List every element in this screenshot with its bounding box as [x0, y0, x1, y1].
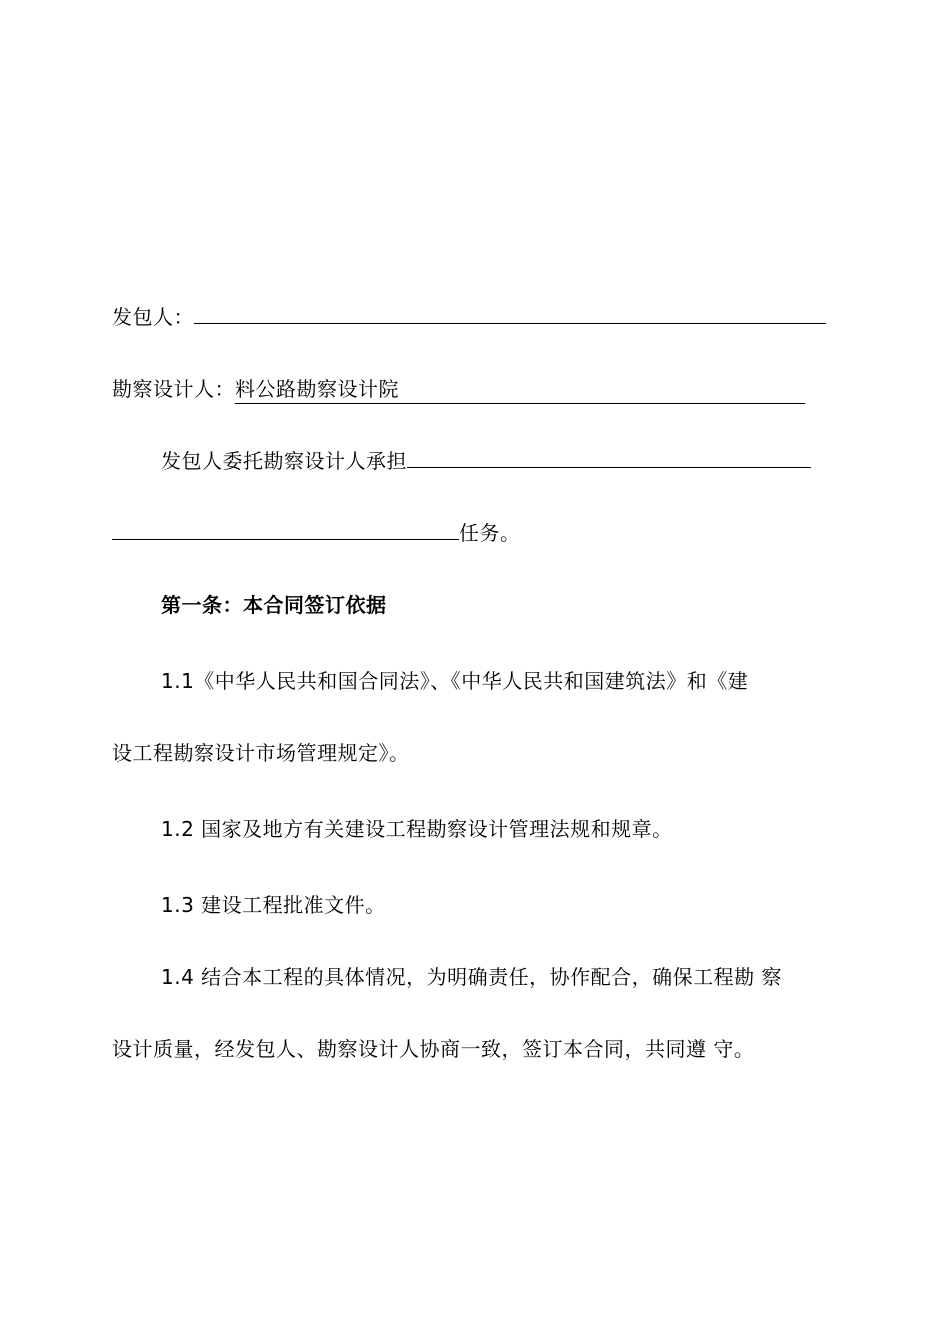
article1-p1-line1: 1.1《中华人民共和国合同法》、《中华人民共和国建筑法》和《建: [161, 669, 749, 693]
commission-suffix: 任务。: [459, 521, 521, 545]
commission-line-1: [161, 447, 811, 475]
article1-p1-line2: 设工程勘察设计市场管理规定》。: [112, 741, 410, 765]
employer-label: 发包人：: [112, 305, 194, 329]
article1-p4-line2: 设计质量，经发包人、勘察设计人协商一致，签订本合同，共同遵 守。: [112, 1037, 755, 1061]
commission-blank-1: [407, 447, 811, 468]
designer-line: [112, 375, 805, 404]
designer-label: 勘察设计人：: [112, 377, 235, 401]
commission-prefix: 发包人委托勘察设计人承担: [161, 449, 407, 473]
employer-line: [112, 303, 826, 331]
article1-heading: 第一条：本合同签订依据: [161, 593, 387, 617]
article1-p2: 1.2 国家及地方有关建设工程勘察设计管理法规和规章。: [161, 817, 673, 841]
designer-value: 料公路勘察设计院: [235, 377, 399, 401]
designer-value-field: [235, 375, 805, 404]
article1-p3: 1.3 建设工程批准文件。: [161, 893, 386, 917]
commission-blank-2: [112, 519, 459, 540]
article1-p4-line1: 1.4 结合本工程的具体情况，为明确责任，协作配合，确保工程勘 察: [161, 965, 783, 989]
employer-blank: [194, 303, 826, 324]
commission-line-2: [112, 519, 521, 547]
